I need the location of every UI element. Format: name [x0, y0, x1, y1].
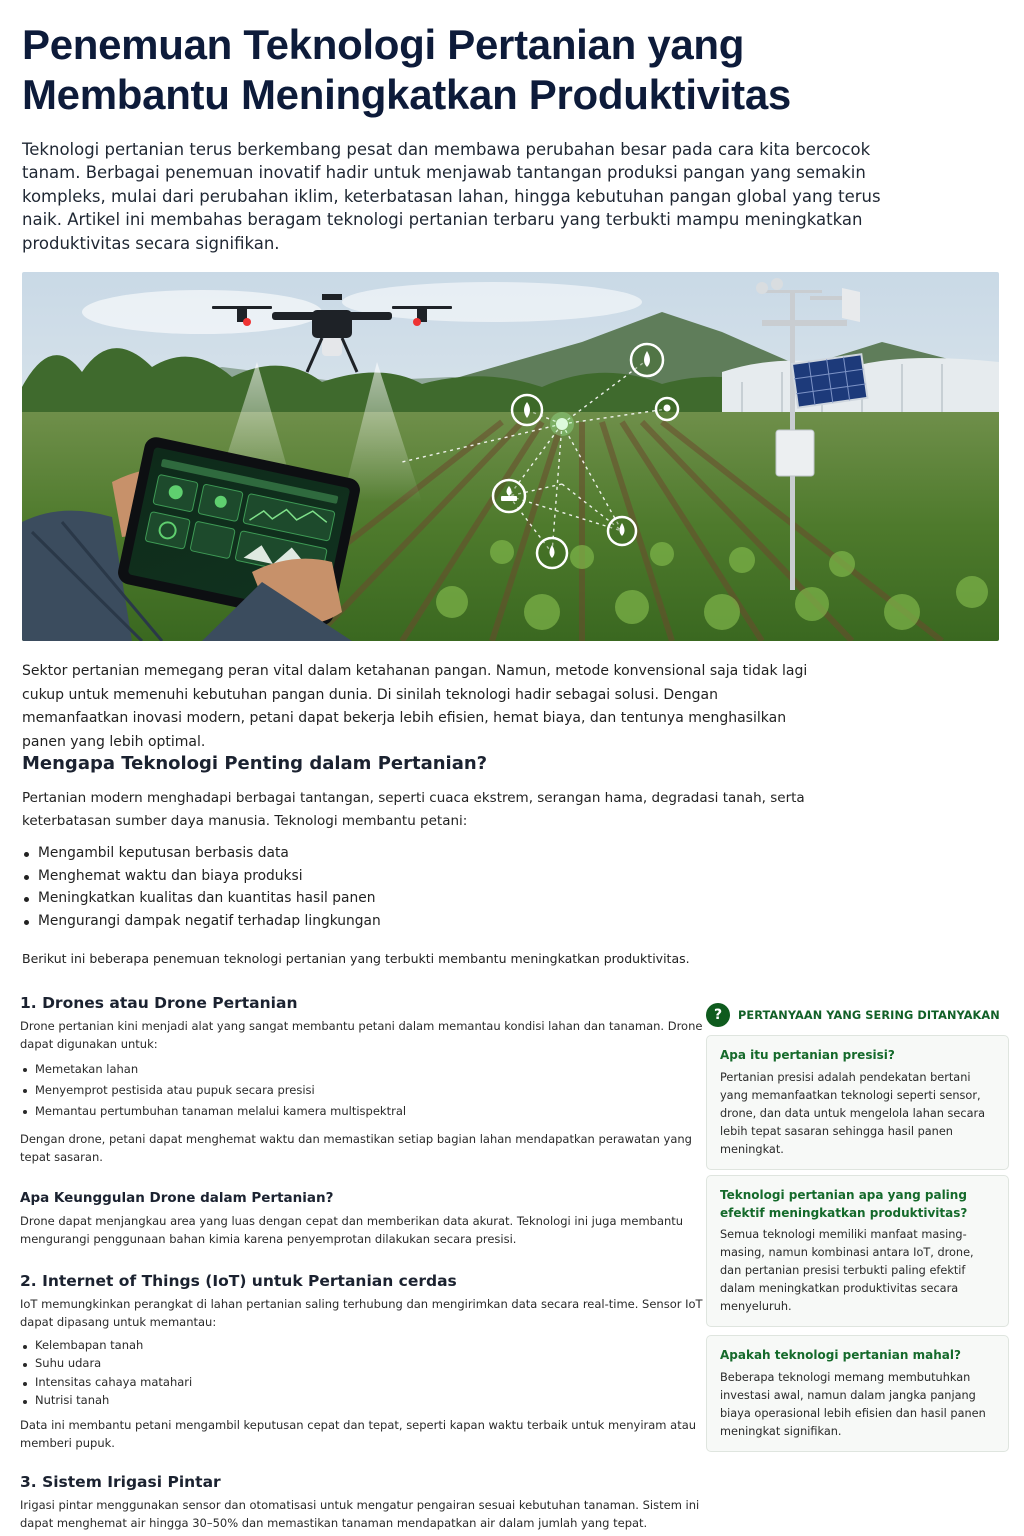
intro-paragraph: Sektor pertanian memegang peran vital dalam ketahanan pangan. Namun, metode konvensional saja tidak lagi cukup untuk memenuhi kebutuhan pangan dunia. Di sinilah teknologi hadir sebagai solusi. Dengan memanfaatkan inovasi modern, petani dapat bekerja lebih efisien, hemat biaya, dan tentunya menghasilkan panen yang lebih optimal.	[22, 663, 808, 750]
faq-item[interactable]	[706, 1335, 1009, 1452]
transition-paragraph: Berikut ini beberapa penemuan teknologi pertanian yang terbukti membantu meningkatkan produktivitas.	[22, 951, 690, 966]
section-drone-advantages	[20, 1188, 710, 1249]
list-item: Memantau pertumbuhan tanaman melalui kamera multispektral	[20, 1101, 710, 1122]
section-paragraph: Irigasi pintar menggunakan sensor dan otomatisasi untuk mengatur pengairan sesuai kebutuhan tanaman. Sistem ini dapat menghemat air hingga 30–50% dan memastikan tanaman mendapatkan air dalam jumlah yang tepat.	[20, 1498, 700, 1531]
section-drone	[20, 992, 710, 1166]
article-title: Penemuan Teknologi Pertanian yang Membantu Meningkatkan Produktivitas	[22, 21, 791, 118]
why-paragraph: Pertanian modern menghadapi berbagai tantangan, seperti cuaca ekstrem, serangan hama, degradasi tanah, serta keterbatasan sumber daya manusia. Teknologi membantu petani:	[22, 790, 805, 829]
iot-monitor-list	[20, 1336, 710, 1410]
list-item: Suhu udara	[20, 1354, 710, 1373]
section-heading: 1. Drones atau Drone Pertanian	[20, 994, 298, 1012]
faq-answer: Pertanian presisi adalah pendekatan bertani yang memanfaatkan teknologi seperti sensor, drone, dan data untuk mengelola lahan secara lebih tepat sasaran sehingga hasil panen meningkat.	[720, 1070, 986, 1156]
list-item: Memetakan lahan	[20, 1059, 710, 1080]
faq-sidebar	[706, 1000, 1010, 1438]
section-paragraph: IoT memungkinkan perangkat di lahan pertanian saling terhubung dan mengirimkan data secara real-time. Sensor IoT dapat dipasang untuk memantau:	[20, 1297, 703, 1330]
hero-image	[22, 272, 999, 641]
section-irrigation	[20, 1471, 710, 1533]
faq-answer: Semua teknologi memiliki manfaat masing-masing, namun kombinasi antara IoT, drone, dan pertanian presisi terbukti paling efektif dalam meningkatkan produktivitas secara menyeluruh.	[720, 1228, 974, 1313]
faq-question: Apa itu pertanian presisi?	[720, 1048, 895, 1062]
faq-header	[706, 1000, 1010, 1030]
section-heading: 2. Internet of Things (IoT) untuk Pertanian cerdas	[20, 1272, 457, 1290]
list-item: Mengurangi dampak negatif terhadap lingkungan	[22, 910, 622, 933]
list-item: Menghemat waktu dan biaya produksi	[22, 865, 622, 888]
list-item: Mengambil keputusan berbasis data	[22, 842, 622, 865]
list-item: Kelembapan tanah	[20, 1336, 710, 1355]
question-mark-icon: ?	[706, 1003, 730, 1027]
faq-question: Teknologi pertanian apa yang paling efektif meningkatkan produktivitas?	[720, 1188, 968, 1220]
why-benefit-list	[22, 842, 622, 933]
section-paragraph: Data ini membantu petani mengambil keputusan cepat dan tepat, seperti kapan waktu terbaik untuk menyiram atau memberi pupuk.	[20, 1417, 697, 1450]
section-paragraph: Drone pertanian kini menjadi alat yang sangat membantu petani dalam memantau kondisi lahan dan tanaman. Drone dapat digunakan untuk:	[20, 1019, 703, 1052]
list-item: Intensitas cahaya matahari	[20, 1373, 710, 1392]
why-heading: Mengapa Teknologi Penting dalam Pertanian?	[22, 753, 488, 774]
drone-uses-list	[20, 1059, 710, 1122]
section-iot	[20, 1270, 710, 1452]
faq-question: Apakah teknologi pertanian mahal?	[720, 1348, 961, 1362]
list-item: Meningkatkan kualitas dan kuantitas hasil panen	[22, 887, 622, 910]
faq-answer: Beberapa teknologi memang membutuhkan investasi awal, namun dalam jangka panjang biaya operasional lebih efisien dan hasil panen meningkat signifikan.	[720, 1370, 986, 1438]
section-paragraph: Drone dapat menjangkau area yang luas dengan cepat dan memberikan data akurat. Teknologi ini juga membantu mengurangi penggunaan bahan kimia karena penyemprotan dilakukan secara presisi.	[20, 1214, 684, 1247]
section-paragraph: Dengan drone, petani dapat menghemat waktu dan memastikan setiap bagian lahan mendapatkan perawatan yang tepat sasaran.	[20, 1131, 692, 1164]
section-heading: 3. Sistem Irigasi Pintar	[20, 1473, 221, 1491]
list-item: Menyemprot pestisida atau pupuk secara presisi	[20, 1080, 710, 1101]
article-lead: Teknologi pertanian terus berkembang pesat dan membawa perubahan besar pada cara kita bercocok tanam. Berbagai penemuan inovatif hadir untuk menjawab tantangan produksi pangan yang semakin kompleks, mulai dari perubahan iklim, keterbatasan lahan, hingga kebutuhan pangan global yang terus naik. Artikel ini membahas beragam teknologi pertanian terbaru yang terbukti mampu meningkatkan produktivitas secara signifikan.	[22, 140, 881, 253]
faq-title: PERTANYAAN YANG SERING DITANYAKAN	[738, 1008, 1000, 1022]
list-item: Nutrisi tanah	[20, 1391, 710, 1410]
subsection-heading: Apa Keunggulan Drone dalam Pertanian?	[20, 1190, 334, 1206]
faq-item[interactable]	[706, 1035, 1009, 1170]
faq-item[interactable]	[706, 1175, 1009, 1327]
